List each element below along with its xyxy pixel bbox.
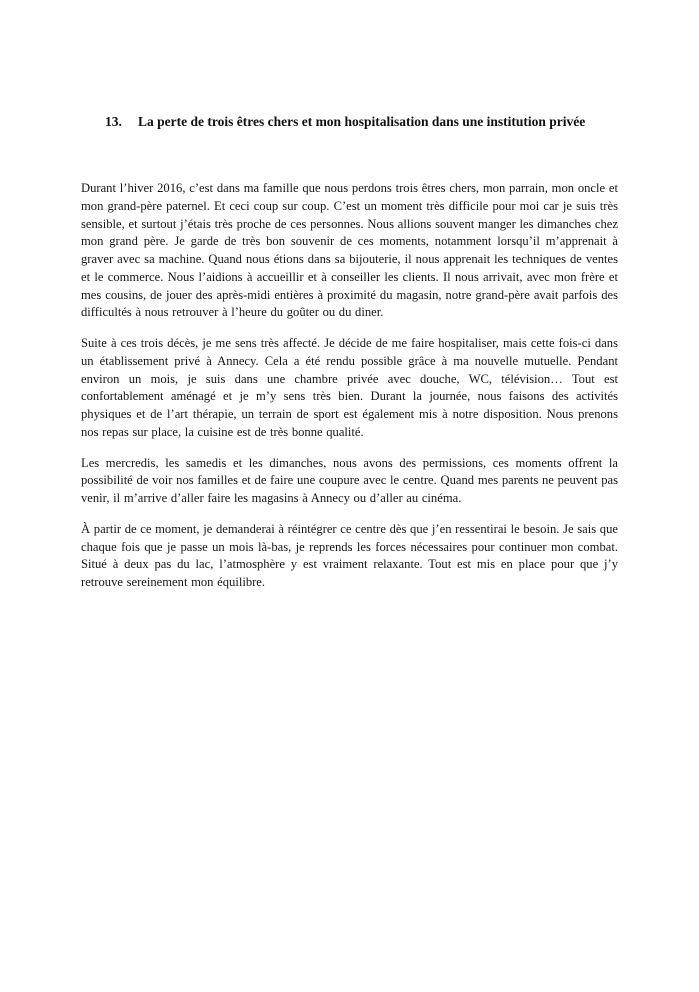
paragraph-3: Les mercredis, les samedis et les dimanches, nous avons des permissions, ces moments offrent la possibilité de voir nos familles et de faire une coupure avec le centre. Quand mes parents ne peuvent pas venir, il m’arrive d’aller faire les magasins à Annecy ou d’aller au cinéma. xyxy=(81,455,618,506)
paragraph-4: À partir de ce moment, je demanderai à réintégrer ce centre dès que j’en ressentirai le besoin. Je sais que chaque fois que je passe un mois là-bas, je reprends les forces nécessaires pour continuer mon combat. Situé à deux pas du lac, l’atmosphère y est vraiment relaxante. Tout est mis en place pour que j’y retrouve sereinement mon équilibre. xyxy=(81,521,618,590)
chapter-title xyxy=(81,114,618,130)
chapter-title-text: La perte de trois êtres chers et mon hospitalisation dans une institution privée xyxy=(138,114,586,129)
chapter-number: 13. xyxy=(105,114,122,129)
paragraph-2: Suite à ces trois décès, je me sens très affecté. Je décide de me faire hospitaliser, mais cette fois-ci dans un établissement privé à Annecy. Cela a été rendu possible grâce à ma nouvelle mutuelle. Pendant environ un mois, je suis dans une chambre privée avec douche, WC, télévision… Tout est confortablement aménagé et je m’y sens très bien. Durant la journée, nous faisons des activités physiques et de l’art thérapie, un terrain de sport est également mis à notre disposition. Nous prenons nos repas sur place, la cuisine est de très bonne qualité. xyxy=(81,336,618,439)
paragraph-1: Durant l’hiver 2016, c’est dans ma famille que nous perdons trois êtres chers, mon parrain, mon oncle et mon grand-père paternel. Et ceci coup sur coup. C’est un moment très difficile pour moi car je suis très sensible, et surtout j’étais très proche de ces personnes. Nous allions souvent manger les dimanches chez mon grand père. Je garde de très bon souvenir de ces moments, notamment lorsqu’il m’apprenait à graver avec sa machine. Quand nous étions dans sa bijouterie, il nous apprenait les techniques de ventes et le commerce. Nous l’aidions à accueillir et à conseiller les clients. Il nous arrivait, avec mon frère et mes cousins, de jouer des après-midi entières à proximité du magasin, notre grand-père avait parfois des difficultés à nous retrouver à l’heure du goûter ou du diner. xyxy=(81,181,618,320)
